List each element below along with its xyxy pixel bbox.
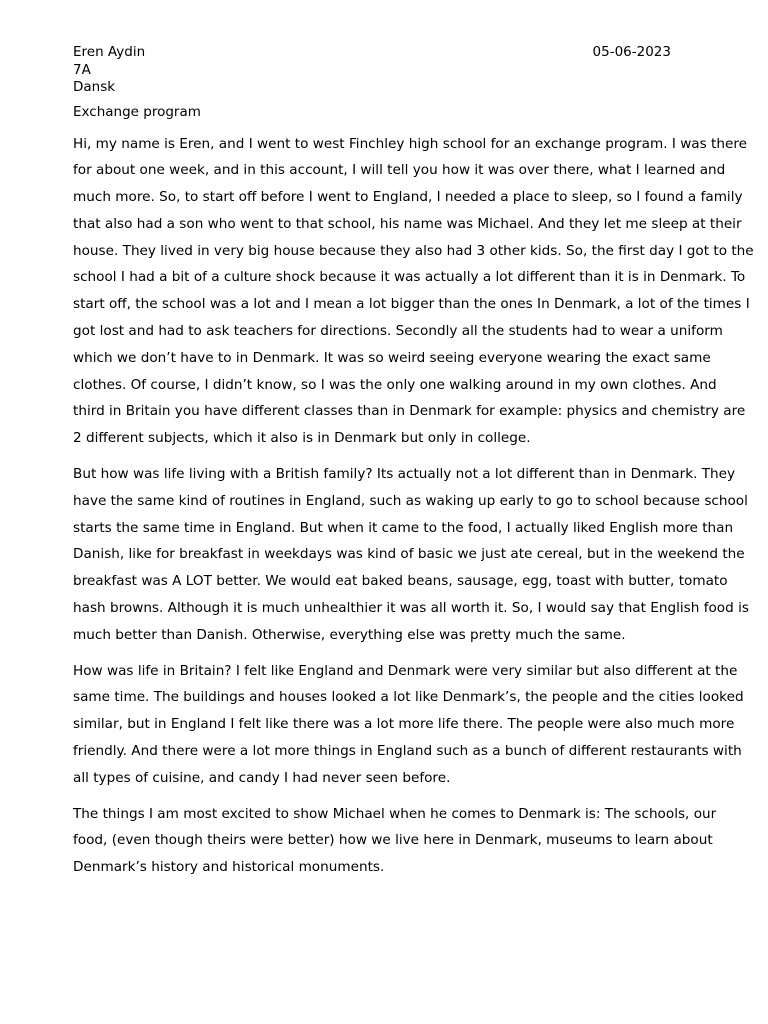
paragraph-line: same time. The buildings and houses looked a lot like Denmark’s, the people and the cities looked xyxy=(73,689,744,706)
paragraph xyxy=(73,131,754,453)
paragraph xyxy=(73,658,744,792)
paragraph-line: much better than Danish. Otherwise, everything else was pretty much the same. xyxy=(73,626,626,643)
paragraph-line: breakfast was A LOT better. We would eat baked beans, sausage, egg, toast with butter, tomato xyxy=(73,573,728,590)
paragraph xyxy=(73,461,749,649)
document-body xyxy=(73,131,754,882)
subject-label: Dansk xyxy=(73,79,116,95)
author-name: Eren Aydin xyxy=(73,44,146,60)
paragraph-line: similar, but in England I felt like there was a lot more life there. The people were also much more xyxy=(73,716,735,733)
class-label: 7A xyxy=(73,61,91,78)
paragraph-line: Denmark’s history and historical monuments. xyxy=(73,859,385,876)
paragraph-line: start off, the school was a lot and I mean a lot bigger than the ones In Denmark, a lot of the times I xyxy=(73,296,750,313)
paragraph-line: food, (even though theirs were better) how we live here in Denmark, museums to learn about xyxy=(73,832,713,849)
paragraph-line: How was life in Britain? I felt like England and Denmark were very similar but also different at the xyxy=(73,662,738,679)
document-date: 05-06-2023 xyxy=(592,44,671,60)
paragraph-line: got lost and had to ask teachers for directions. Secondly all the students had to wear a uniform xyxy=(73,323,723,340)
paragraph-line: third in Britain you have different classes than in Denmark for example: physics and chemistry are xyxy=(73,403,746,420)
paragraph-line: 2 different subjects, which it also is in Denmark but only in college. xyxy=(73,430,531,447)
paragraph-line: much more. So, to start off before I went to England, I needed a place to sleep, so I found a family xyxy=(73,189,743,206)
paragraph-line: Danish, like for breakfast in weekdays was kind of basic we just ate cereal, but in the weekend the xyxy=(73,546,745,563)
document-title: Exchange program xyxy=(73,104,201,120)
paragraph-line: which we don’t have to in Denmark. It was so weird seeing everyone wearing the exact same xyxy=(73,349,711,366)
paragraph-line: that also had a son who went to that school, his name was Michael. And they let me sleep at their xyxy=(73,215,742,232)
paragraph-line: But how was life living with a British family? Its actually not a lot different than in Denmark. They xyxy=(73,466,736,483)
paragraph-line: Hi, my name is Eren, and I went to west Finchley high school for an exchange program. I was there xyxy=(73,135,748,152)
paragraph-line: for about one week, and in this account, I will tell you how it was over there, what I learned and xyxy=(73,162,726,179)
paragraph-line: clothes. Of course, I didn’t know, so I was the only one walking around in my own clothes. And xyxy=(73,376,717,393)
paragraph-line: hash browns. Although it is much unhealthier it was all worth it. So, I would say that English food is xyxy=(73,600,749,617)
paragraph-line: school I had a bit of a culture shock because it was actually a lot different than it is in Denmark. To xyxy=(73,269,746,286)
paragraph-line: house. They lived in very big house because they also had 3 other kids. So, the first day I got to the xyxy=(73,242,754,259)
paragraph-line: starts the same time in England. But when it came to the food, I actually liked English more than xyxy=(73,519,734,536)
paragraph xyxy=(73,801,717,881)
header-row xyxy=(73,44,671,62)
paragraph-line: friendly. And there were a lot more things in England such as a bunch of different restaurants with xyxy=(73,743,742,760)
paragraph-line: all types of cuisine, and candy I had never seen before. xyxy=(73,769,451,786)
paragraph-line: The things I am most excited to show Michael when he comes to Denmark is: The schools, our xyxy=(73,805,717,822)
paragraph-line: have the same kind of routines in England, such as waking up early to go to school because school xyxy=(73,492,748,509)
